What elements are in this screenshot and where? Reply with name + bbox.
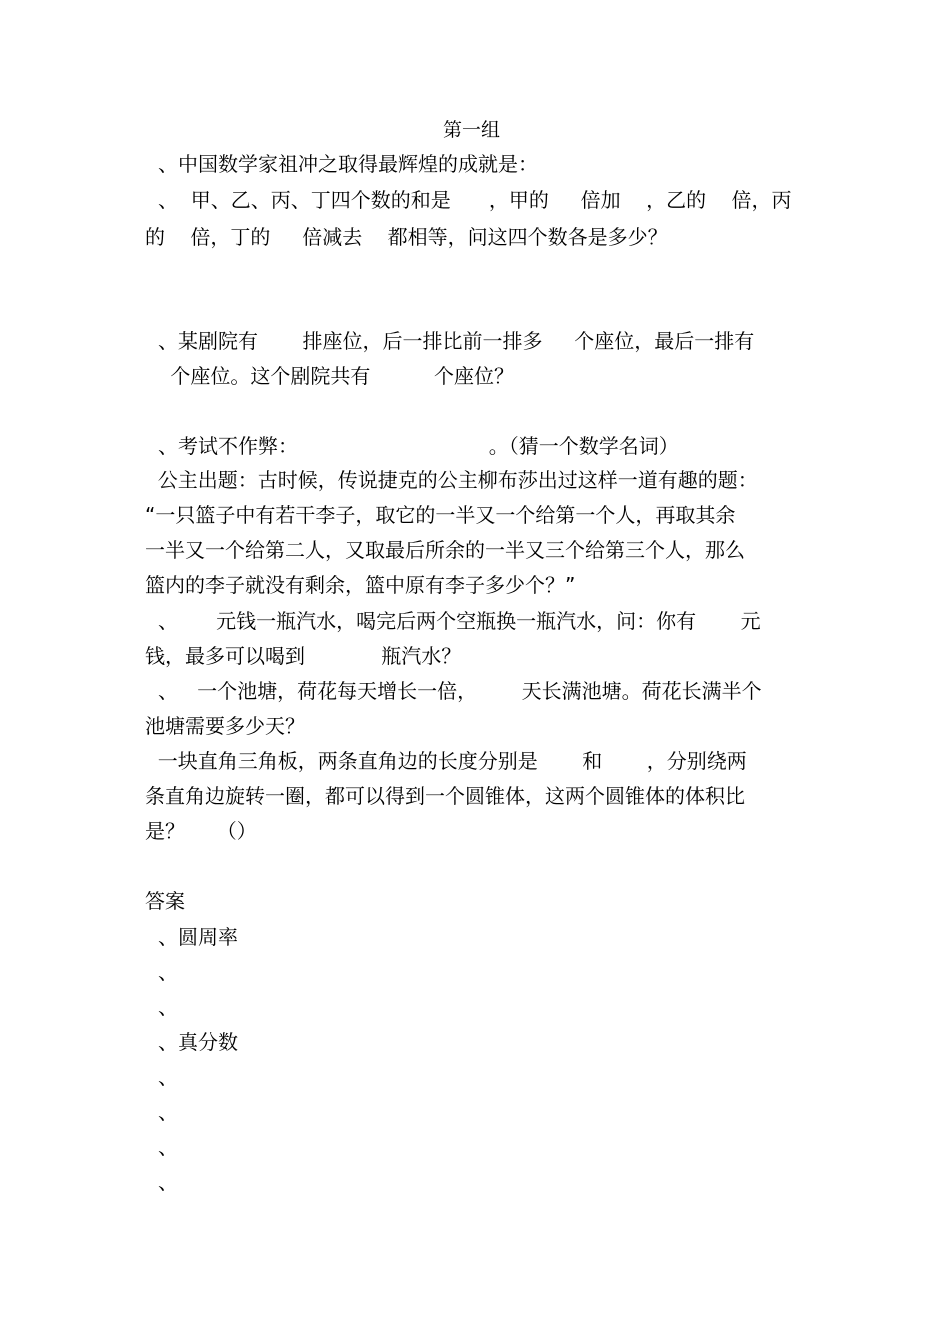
question-5-line-4: 篮内的李子就没有剩余，篮中原有李子多少个？”: [145, 573, 576, 597]
question-8-line-3: 是？ （）: [145, 819, 257, 843]
question-7-line-1: 、 一个池塘，荷花每天增长一倍， 天长满池塘。荷花长满半个: [158, 679, 762, 703]
question-6-line-2: 钱，最多可以喝到 瓶汽水？: [145, 644, 462, 668]
answer-item: 、: [158, 1135, 178, 1159]
page-title: 第一组: [443, 119, 501, 141]
answer-item: 、: [158, 1170, 178, 1194]
answer-item: 、: [158, 960, 178, 984]
question-3-line-1: 、某剧院有 排座位，后一排比前一排多 个座位，最后一排有: [158, 329, 755, 353]
answer-item: 、圆周率: [158, 925, 238, 949]
question-5-line-3: 一半又一个给第二人，又取最后所余的一半又三个给第三个人，那么: [145, 538, 745, 562]
question-1: 、中国数学家祖冲之取得最辉煌的成就是：: [158, 152, 538, 176]
question-2-line-2: 的 倍，丁的 倍减去 都相等，问这四个数各是多少？: [145, 225, 668, 249]
question-4: 、考试不作弊： 。（猜一个数学名词）: [158, 434, 679, 458]
question-7-line-2: 池塘需要多少天？: [145, 714, 305, 738]
question-5-line-1: 公主出题：古时候，传说捷克的公主柳布莎出过这样一道有趣的题：: [145, 468, 758, 492]
answer-item: 、真分数: [158, 1030, 238, 1054]
question-6-line-1: 、 元钱一瓶汽水，喝完后两个空瓶换一瓶汽水，问：你有 元: [158, 609, 761, 633]
answer-item: 、: [158, 1100, 178, 1124]
answer-item: 、: [158, 1065, 178, 1089]
answers-heading: 答案: [145, 889, 185, 913]
question-8-line-1: 一块直角三角板，两条直角边的长度分别是 和 ，分别绕两: [145, 749, 747, 773]
question-5-line-2: “一只篮子中有若干李子，取它的一半又一个给第一个人，再取其余: [145, 503, 736, 527]
question-8-line-2: 条直角边旋转一圈，都可以得到一个圆锥体，这两个圆锥体的体积比: [145, 784, 745, 808]
answer-item: 、: [158, 995, 178, 1019]
question-2-line-1: 、 甲、乙、丙、丁四个数的和是 ，甲的 倍加 ，乙的 倍，丙: [158, 188, 792, 212]
question-3-line-2: 个座位。这个剧院共有 个座位？: [145, 364, 515, 388]
